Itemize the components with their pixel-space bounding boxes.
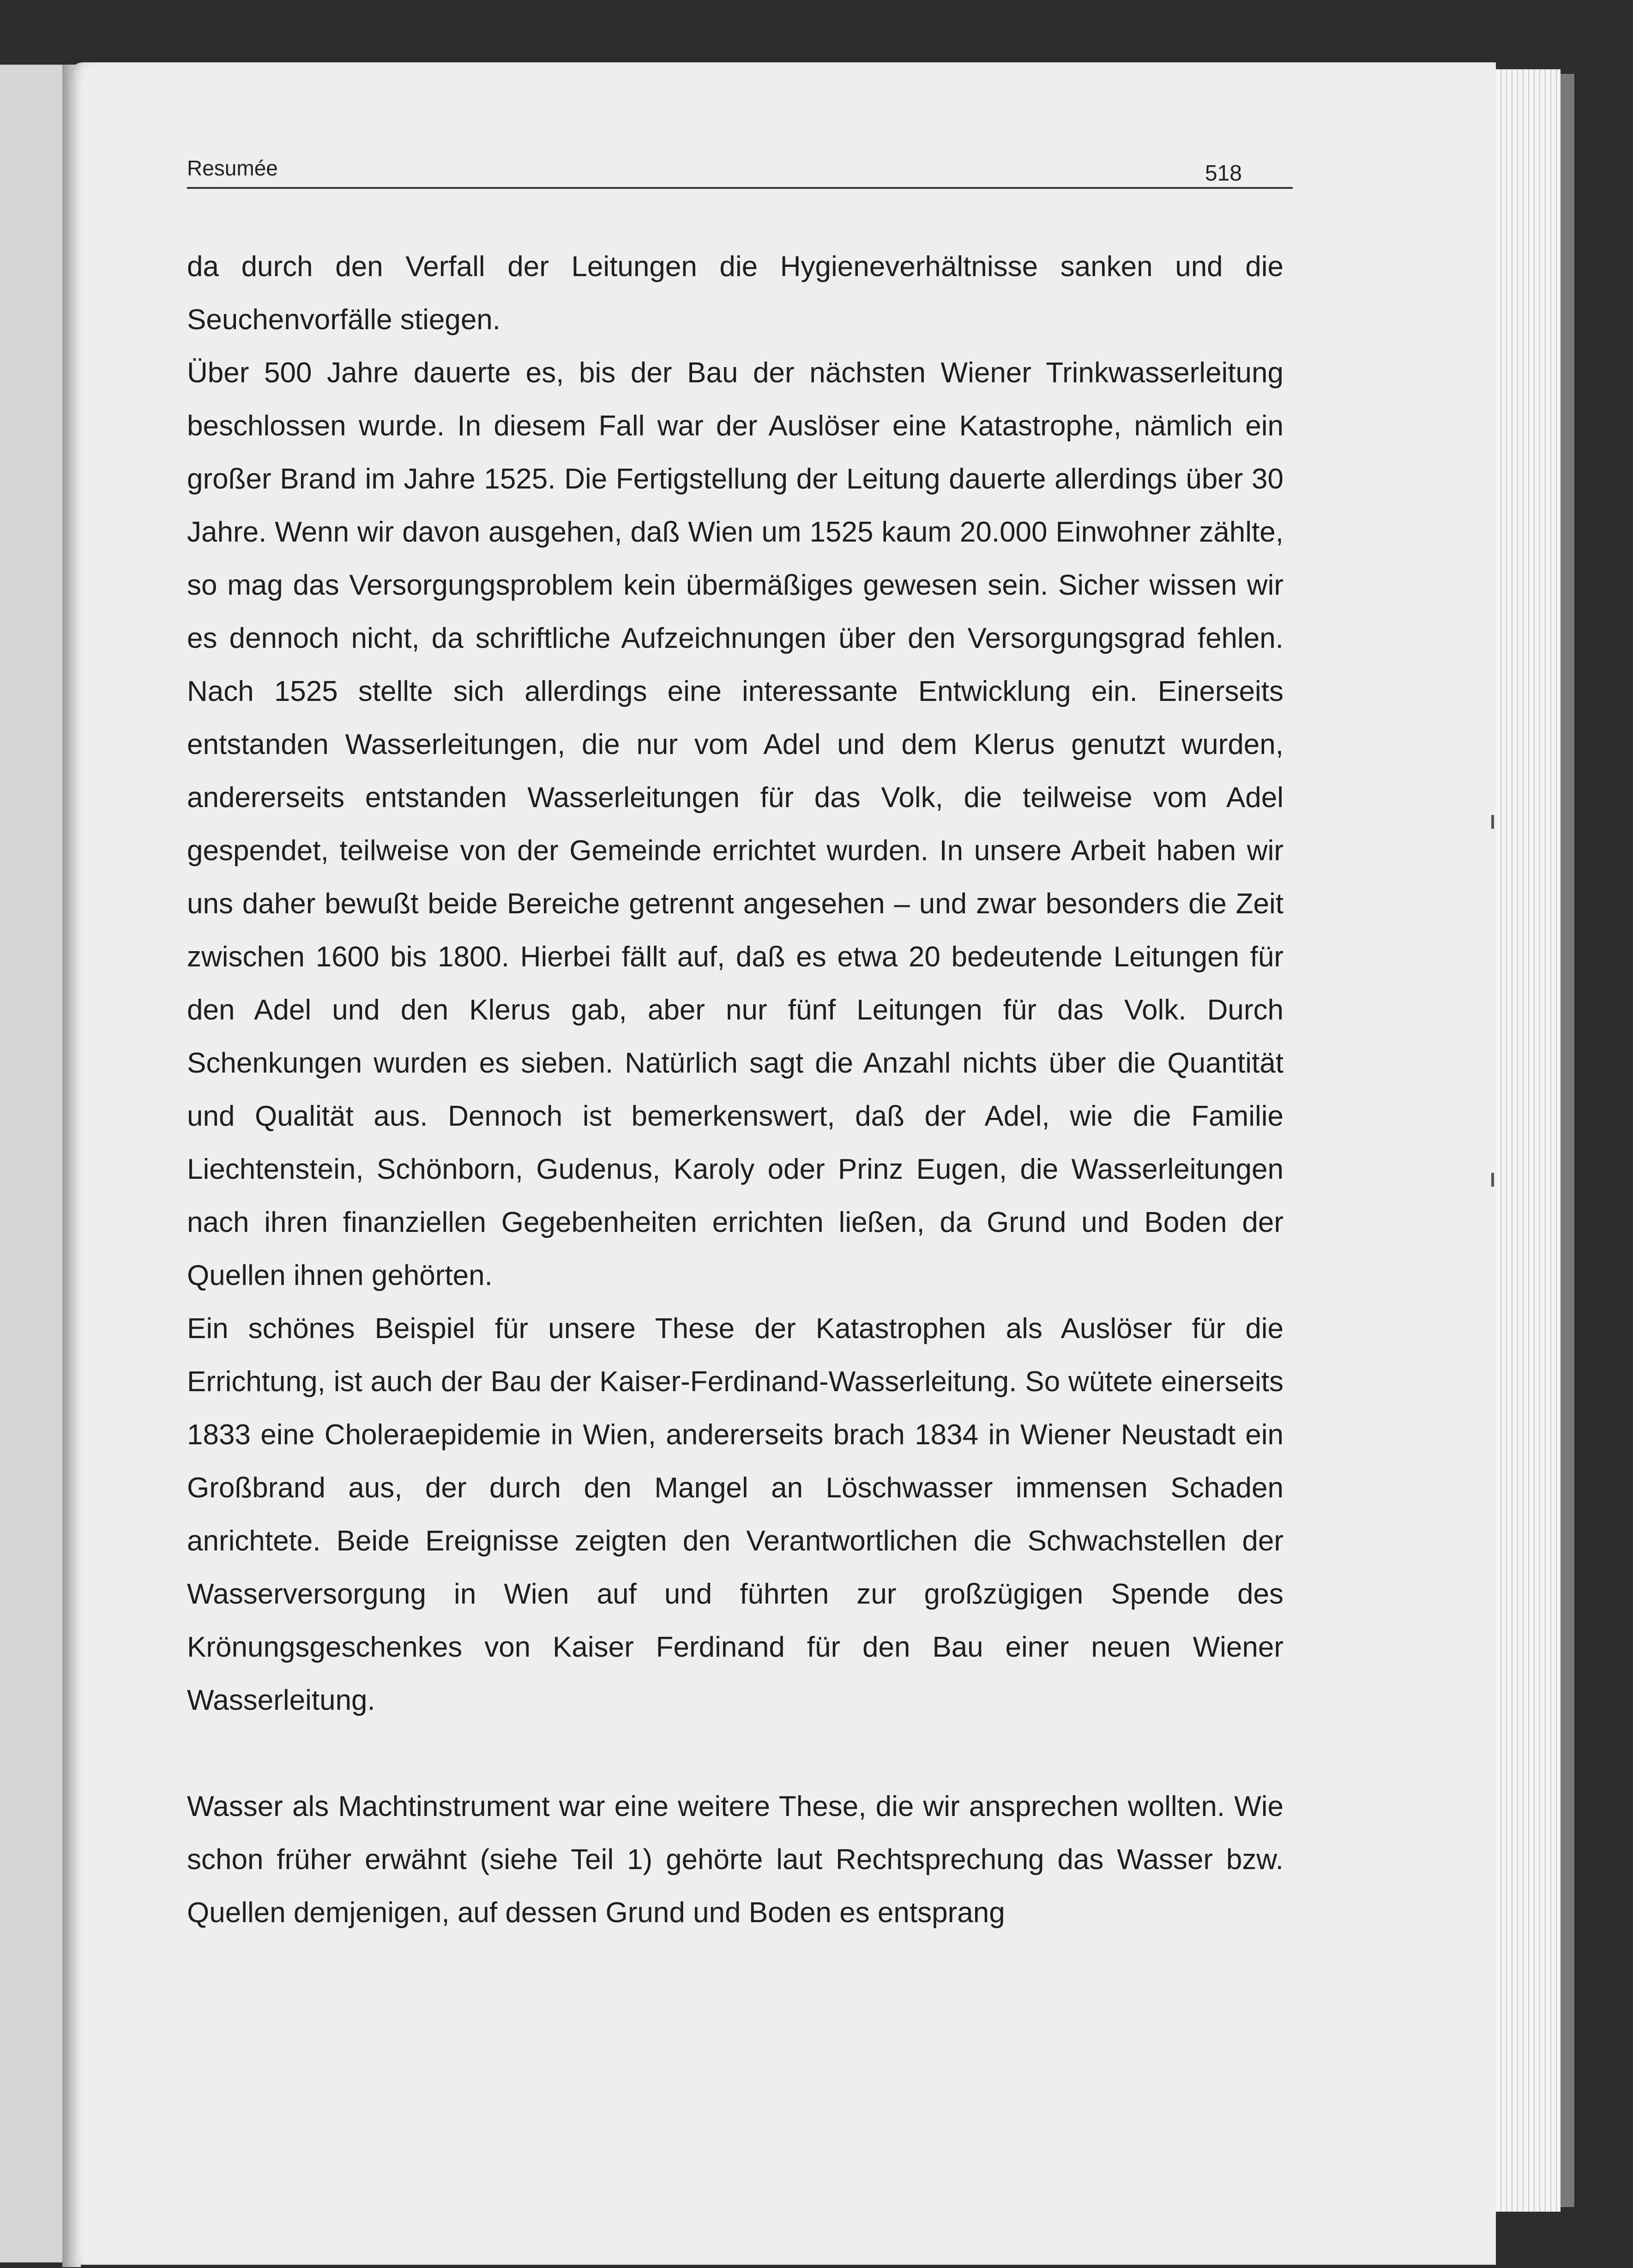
paragraph-4: Wasser als Machtinstrument war eine weitere These, die wir ansprechen wollten. Wie schon früher erwähnt (siehe Teil 1) gehörte laut Rechtsprechung das Wasser bzw. Quellen demjenigen, auf dessen Grund und Boden es entsprang	[187, 1791, 1284, 1929]
paragraph-3: Ein schönes Beispiel für unsere These der Katastrophen als Auslöser für die Errichtung, ist auch der Bau der Kaiser-Ferdinand-Wasserleitung. So wütete einerseits 1833 eine Choleraepidemie in Wien, andererseits brach 1834 in Wiener Neustadt ein Großbrand aus, der durch den Mangel an Löschwasser immensen Schaden anrichtete. Beide Ereignisse zeigten den Verantwortlichen die Schwachstellen der Wasserversorgung in Wien auf und führten zur großzügigen Spende des Krönungsgeschenkes von Kaiser Ferdinand für den Bau einer neuen Wiener Wasserleitung.	[187, 1313, 1284, 1716]
paragraph-2: Über 500 Jahre dauerte es, bis der Bau der nächsten Wiener Trinkwasserleitung beschlossen wurde. In diesem Fall war der Auslöser eine Katastrophe, nämlich ein großer Brand im Jahre 1525. Die Fertigstellung der Leitung dauerte allerdings über 30 Jahre. Wenn wir davon ausgehen, daß Wien um 1525 kaum 20.000 Einwohner zählte, so mag das Versorgungsproblem kein übermäßiges gewesen sein. Sicher wissen wir es dennoch nicht, da schriftliche Aufzeichnungen über den Versorgungsgrad fehlen. Nach 1525 stellte sich allerdings eine interessante Entwicklung ein. Einerseits entstanden Wasserleitungen, die nur vom Adel und dem Klerus genutzt wurden, andererseits entstanden Wasserleitungen für das Volk, die teilweise vom Adel gespendet, teilweise von der Gemeinde errichtet wurden. In unsere Arbeit haben wir uns daher bewußt beide Bereiche getrennt angesehen – und zwar besonders die Zeit zwischen 1600 bis 1800. Hierbei fällt auf, daß es etwa 20 bedeutende Leitungen für den Adel und den Klerus gab, aber nur fünf Leitungen für das Volk. Durch Schenkungen wurden es sieben. Natürlich sagt die Anzahl nichts über die Quantität und Qualität aus. Dennoch ist bemerkenswert, daß der Adel, wie die Familie Liechtenstein, Schönborn, Gudenus, Karoly oder Prinz Eugen, die Wasserleitungen nach ihren finanziellen Gegebenheiten errichten ließen, da Grund und Boden der Quellen ihnen gehörten.	[187, 357, 1284, 1291]
page-edge-mark	[1491, 1173, 1494, 1187]
left-page-edge	[0, 65, 69, 2262]
book-cover-edge	[1561, 74, 1574, 2207]
paragraph-gap	[187, 1727, 1284, 1780]
running-title: Resumée	[187, 156, 278, 180]
paragraph-1: da durch den Verfall der Leitungen die Hygieneverhältnisse sanken und die Seuchenvorfälle stiegen.	[187, 251, 1284, 336]
page-edge-mark	[1491, 815, 1494, 829]
body-text	[187, 240, 1284, 1939]
page-number: 518	[1205, 161, 1242, 186]
page-header	[187, 150, 1293, 189]
